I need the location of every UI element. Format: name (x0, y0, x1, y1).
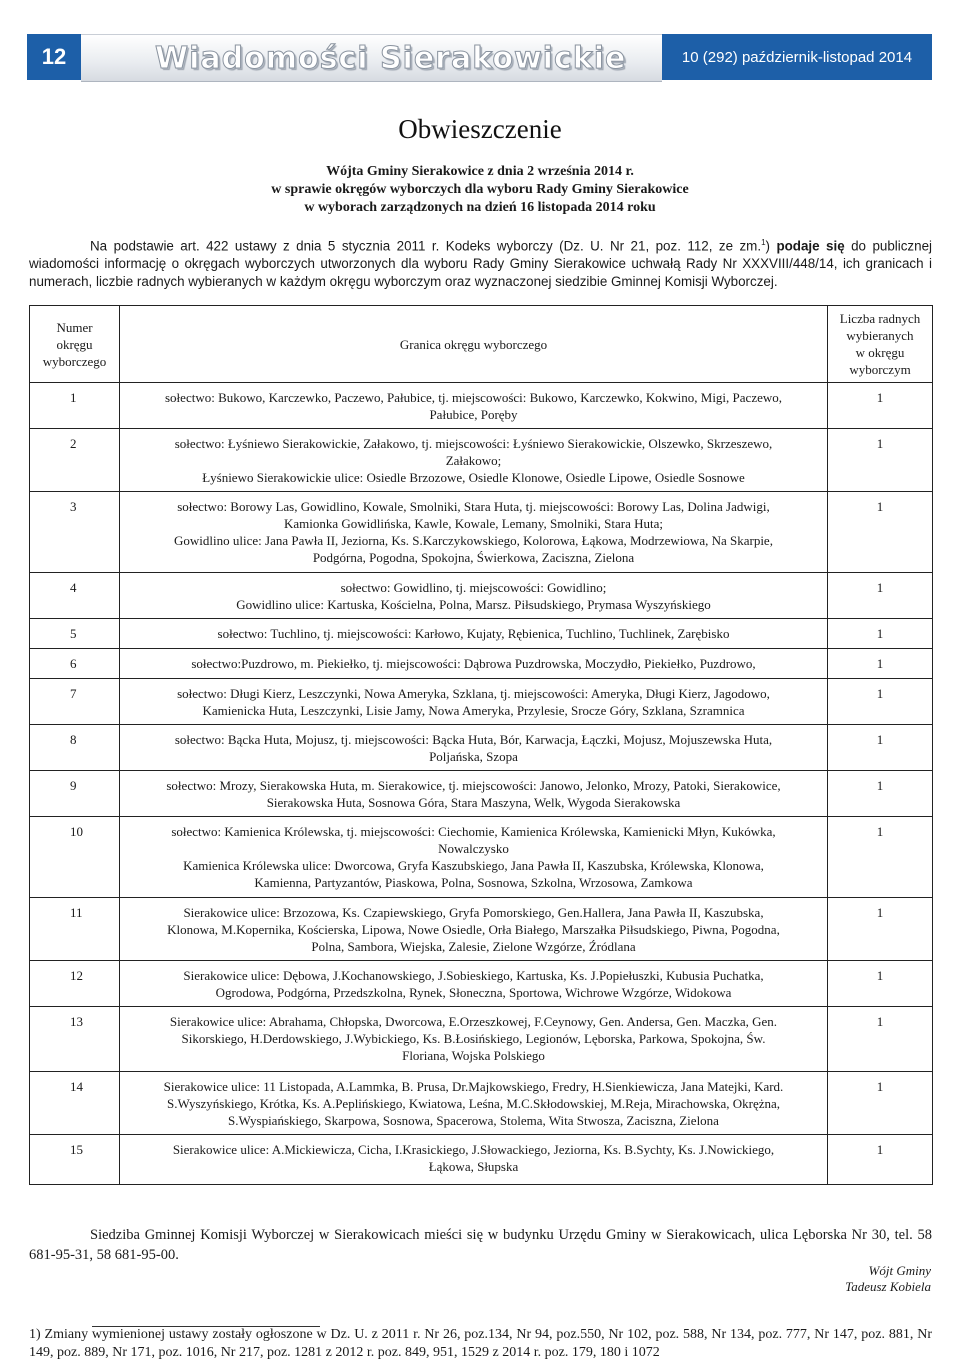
councillor-count: 1 (828, 898, 933, 961)
table-header-row (30, 306, 933, 383)
councillor-count: 1 (828, 383, 933, 429)
border-line: Sierakowice ulice: A.Mickiewicza, Cicha, I.Krasickiego, J.Słowackiego, Jeziorna, Ks. B.Sychty, Ks. J.Nowickiego, (172, 1142, 775, 1157)
page-header (27, 34, 932, 80)
councillor-count: 1 (828, 619, 933, 649)
signature (845, 1263, 931, 1295)
border-line: Łąkowa, Słupska (428, 1159, 519, 1174)
border-line: Podgórna, Pogodna, Spokojna, Świerkowa, Zaciszna, Zielona (312, 550, 635, 565)
table-row (30, 1135, 933, 1185)
district-border (120, 619, 828, 649)
intro-bold: podaje się (776, 238, 845, 254)
intro-paragraph (29, 234, 932, 291)
district-border (120, 383, 828, 429)
district-number: 3 (30, 492, 120, 573)
border-line: sołectwo: Bącka Huta, Mojusz, tj. miejscowości: Bącka Huta, Bór, Karwacja, Łączki, Mojusz, Mojuszewska Huta, (174, 732, 773, 747)
district-border (120, 649, 828, 679)
masthead (81, 34, 662, 82)
border-line: S.Wyszyńskiego, Krótka, Ks. A.Peplińskiego, Kwiatowa, Leśna, M.C.Skłodowskiej, M.Reja, Mirachowska, Okrężna, (166, 1096, 781, 1111)
signature-name: Tadeusz Kobiela (845, 1279, 931, 1294)
border-line: Kamienicka Huta, Leszczynki, Lisie Jamy, Nowa Ameryka, Przylesie, Srocze Góry, Szklana, Szramnica (202, 703, 745, 718)
border-line: sołectwo: Kamienica Królewska, tj. miejscowości: Ciechomie, Kamienica Królewska, Kamienicki Młyn, Kukówka, (171, 824, 776, 839)
border-line: sołectwo: Bukowo, Karczewko, Paczewo, Pałubice, tj. miejscowości: Bukowo, Karczewko, Kokwino, Migi, Paczewo, (165, 390, 782, 405)
border-line: Pałubice, Poręby (429, 407, 518, 422)
issue-label: 10 (292) październik-listopad 2014 (662, 34, 932, 80)
page-number: 12 (27, 34, 81, 80)
district-border (120, 492, 828, 573)
district-number: 4 (30, 573, 120, 619)
border-line: sołectwo: Łyśniewo Sierakowickie, Załakowo, tj. miejscowości: Łyśniewo Sierakowickie, Olszewko, Skrzeszewo, (174, 436, 773, 451)
table-row (30, 725, 933, 771)
border-line: Sierakowice ulice: Brzozowa, Ks. Czapiewskiego, Gryfa Pomorskiego, Gen.Hallera, Jana Pawła II, Kaszubska, (183, 905, 764, 920)
district-border (120, 573, 828, 619)
border-line: Nowalczysko (438, 841, 509, 856)
district-number: 12 (30, 961, 120, 1007)
border-line: Klonowa, M.Kopernika, Kościerska, Lipowa, Nowe Osiedle, Orła Białego, Marszałka Piłsudskiego, Piwna, Pogodna, (167, 922, 780, 937)
councillor-count: 1 (828, 429, 933, 492)
councillor-count: 1 (828, 1072, 933, 1135)
border-line: Załakowo; (445, 453, 502, 468)
footnote: 1) Zmiany wymienionej ustawy zostały ogłoszone w Dz. U. z 2011 r. Nr 26, poz.134, Nr 94, poz.550, Nr 102, poz. 588, Nr 134, poz. 777, Nr 147, poz. 881, Nr 149, poz. 889, Nr 171, poz. 1016, Nr 217, poz. 1281 z 2012 r. poz. 849, 951, 1529 z 2014 r. poz. 179, 180 i 1072 (29, 1327, 932, 1360)
signature-role: Wójt Gminy (868, 1263, 931, 1278)
border-line: Kamienica Królewska ulice: Dworcowa, Gryfa Kaszubskiego, Jana Pawła II, Kaszubska, Królewska, Klonowa, (183, 858, 764, 873)
table-row (30, 961, 933, 1007)
councillor-count: 1 (828, 725, 933, 771)
districts-table (29, 305, 933, 1185)
intro-text: do publicznej wiadomości informację o okręgach wyborczych utworzonych dla wyboru Rady Gminy Sierakowice uchwałą Rady Nr XXXVIII/448/14, ich granicach i numerach, liczbie radnych wybieranych w każdym okręgu wyborczym oraz wyznaczonej siedzibie Gminnej Komisji Wyborczej. (29, 238, 932, 290)
district-border (120, 679, 828, 725)
border-line: Floriana, Wojska Polskiego (402, 1048, 545, 1063)
district-border (120, 1007, 828, 1072)
table-row (30, 898, 933, 961)
border-line: Gowidlino ulice: Jana Pawła II, Jeziorna, Ks. S.Karczykowskiego, Kolorowa, Łąkowa, Modrzewiowa, Na Skarpie, (174, 533, 773, 548)
border-line: Ogrodowa, Podgórna, Przedszkolna, Rynek, Słoneczna, Sportowa, Wichrowe Wzgórze, Widokowa (215, 985, 732, 1000)
border-line: sołectwo:Puzdrowo, m. Piekiełko, tj. miejscowości: Dąbrowa Puzdrowska, Moczydło, Piekiełko, Puzdrowo, (191, 656, 756, 671)
councillor-count: 1 (828, 1007, 933, 1072)
table-row (30, 679, 933, 725)
commission-address: Siedziba Gminnej Komisji Wyborczej w Sierakowicach mieści się w budynku Urzędu Gminy w Sierakowicach, ulica Lęborska Nr 30, tel. 58 681-95-31, 58 681-95-00. (29, 1227, 932, 1263)
intro-text: Na podstawie art. 422 ustawy z dnia 5 stycznia 2011 r. Kodeks wyborczy (Dz. U. Nr 21, poz. 112, ze zm. (90, 238, 762, 254)
border-line: sołectwo: Borowy Las, Gowidlino, Kowale, Smolniki, Stara Huta, tj. miejscowości: Borowy Las, Dolina Jadwigi, (177, 499, 770, 514)
subheading-line: w sprawie okręgów wyborczych dla wyboru Rady Gminy Sierakowice (271, 182, 689, 197)
border-line: Poljańska, Szopa (429, 749, 518, 764)
table-row (30, 383, 933, 429)
district-border (120, 1072, 828, 1135)
councillor-count: 1 (828, 771, 933, 817)
district-number: 8 (30, 725, 120, 771)
footnote-marker: 1 (761, 238, 766, 247)
district-border (120, 898, 828, 961)
district-border (120, 429, 828, 492)
councillor-count: 1 (828, 679, 933, 725)
table-row (30, 771, 933, 817)
document-title: Obwieszczenie (398, 114, 562, 144)
border-line: Polna, Sambora, Wiejska, Zalesie, Zielone Wzgórze, Źródlana (311, 939, 636, 954)
border-line: sołectwo: Długi Kierz, Leszczynki, Nowa Ameryka, Szklana, tj. miejscowości: Ameryka, Długi Kierz, Jagodowo, (177, 686, 770, 701)
table-row (30, 429, 933, 492)
district-number: 10 (30, 817, 120, 898)
header-count: Liczba radnych wybieranych w okręgu wyborczym (828, 306, 933, 383)
district-number: 2 (30, 429, 120, 492)
table-row (30, 619, 933, 649)
table-row (30, 817, 933, 898)
border-line: Sierakowice ulice: Dębowa, J.Kochanowskiego, J.Sobieskiego, Kartuska, Ks. J.Popiełuszki, Kubusia Puchatka, (183, 968, 764, 983)
border-line: Sierakowice ulice: 11 Listopada, A.Lammka, B. Prusa, Dr.Majkowskiego, Fredry, H.Sienkiewicza, Jana Matejki, Kard. (163, 1079, 784, 1094)
border-line: Sierakowice ulice: Abrahama, Chłopska, Dworcowa, E.Orzeszkowej, F.Ceynowy, Gen. Andersa, Gen. Maczka, Gen. (169, 1014, 778, 1029)
border-line: S.Wyspiańskiego, Skarpowa, Sosnowa, Spacerowa, Stolema, Wita Stwosza, Zaciszna, Zielona (228, 1113, 719, 1128)
councillor-count: 1 (828, 649, 933, 679)
border-line: Łyśniewo Sierakowickie ulice: Osiedle Brzozowe, Osiedle Klonowe, Osiedle Lipowe, Osiedle Sosnowe (202, 470, 745, 485)
district-number: 15 (30, 1135, 120, 1185)
councillor-count: 1 (828, 817, 933, 898)
councillor-count: 1 (828, 961, 933, 1007)
district-number: 6 (30, 649, 120, 679)
councillor-count: 1 (828, 1135, 933, 1185)
district-number: 7 (30, 679, 120, 725)
border-line: Sierakowska Huta, Sosnowa Góra, Stara Maszyna, Welk, Wygoda Sierakowska (266, 795, 681, 810)
border-line: Gowidlino ulice: Kartuska, Kościelna, Polna, Marsz. Piłsudskiego, Prymasa Wyszyńskiego (236, 597, 711, 612)
table-row (30, 492, 933, 573)
district-number: 13 (30, 1007, 120, 1072)
district-border (120, 1135, 828, 1185)
border-line: Kamienna, Partyzantów, Piaskowa, Polna, Sosnowa, Szkolna, Wrzosowa, Zamkowa (254, 875, 693, 890)
border-line: Kamionka Gowidlińska, Kawle, Kowale, Lemany, Smolniki, Stara Huta; (284, 516, 663, 531)
table-row (30, 649, 933, 679)
district-number: 11 (30, 898, 120, 961)
district-border (120, 961, 828, 1007)
border-line: sołectwo: Mrozy, Sierakowska Huta, m. Sierakowice, tj. miejscowości: Janowo, Jelonko, Mrozy, Patoki, Sierakowice, (166, 778, 781, 793)
councillor-count: 1 (828, 492, 933, 573)
district-border (120, 725, 828, 771)
district-number: 14 (30, 1072, 120, 1135)
table-row (30, 1072, 933, 1135)
intro-text: ) (765, 238, 777, 254)
border-line: sołectwo: Gowidlino, tj. miejscowości: Gowidlino; (340, 580, 607, 595)
table-row (30, 573, 933, 619)
header-num: Numer okręgu wyborczego (30, 306, 120, 383)
subheadings (0, 163, 960, 217)
masthead-title: Wiadomości Sierakowickie (155, 40, 627, 76)
district-border (120, 771, 828, 817)
district-number: 9 (30, 771, 120, 817)
subheading-line: w wyborach zarządzonych na dzień 16 listopada 2014 roku (304, 200, 656, 215)
district-number: 5 (30, 619, 120, 649)
header-border: Granica okręgu wyborczego (120, 306, 828, 383)
district-border (120, 817, 828, 898)
district-number: 1 (30, 383, 120, 429)
subheading-line: Wójta Gminy Sierakowice z dnia 2 września 2014 r. (326, 164, 634, 179)
councillor-count: 1 (828, 573, 933, 619)
table-row (30, 1007, 933, 1072)
border-line: Sikorskiego, H.Derdowskiego, J.Wybickiego, Ks. B.Łosińskiego, Legionów, Lęborska, Parkowa, Spokojna, Św. (181, 1031, 766, 1046)
border-line: sołectwo: Tuchlino, tj. miejscowości: Karłowo, Kujaty, Rębienica, Tuchlino, Tuchlinek, Zarębisko (217, 626, 730, 641)
